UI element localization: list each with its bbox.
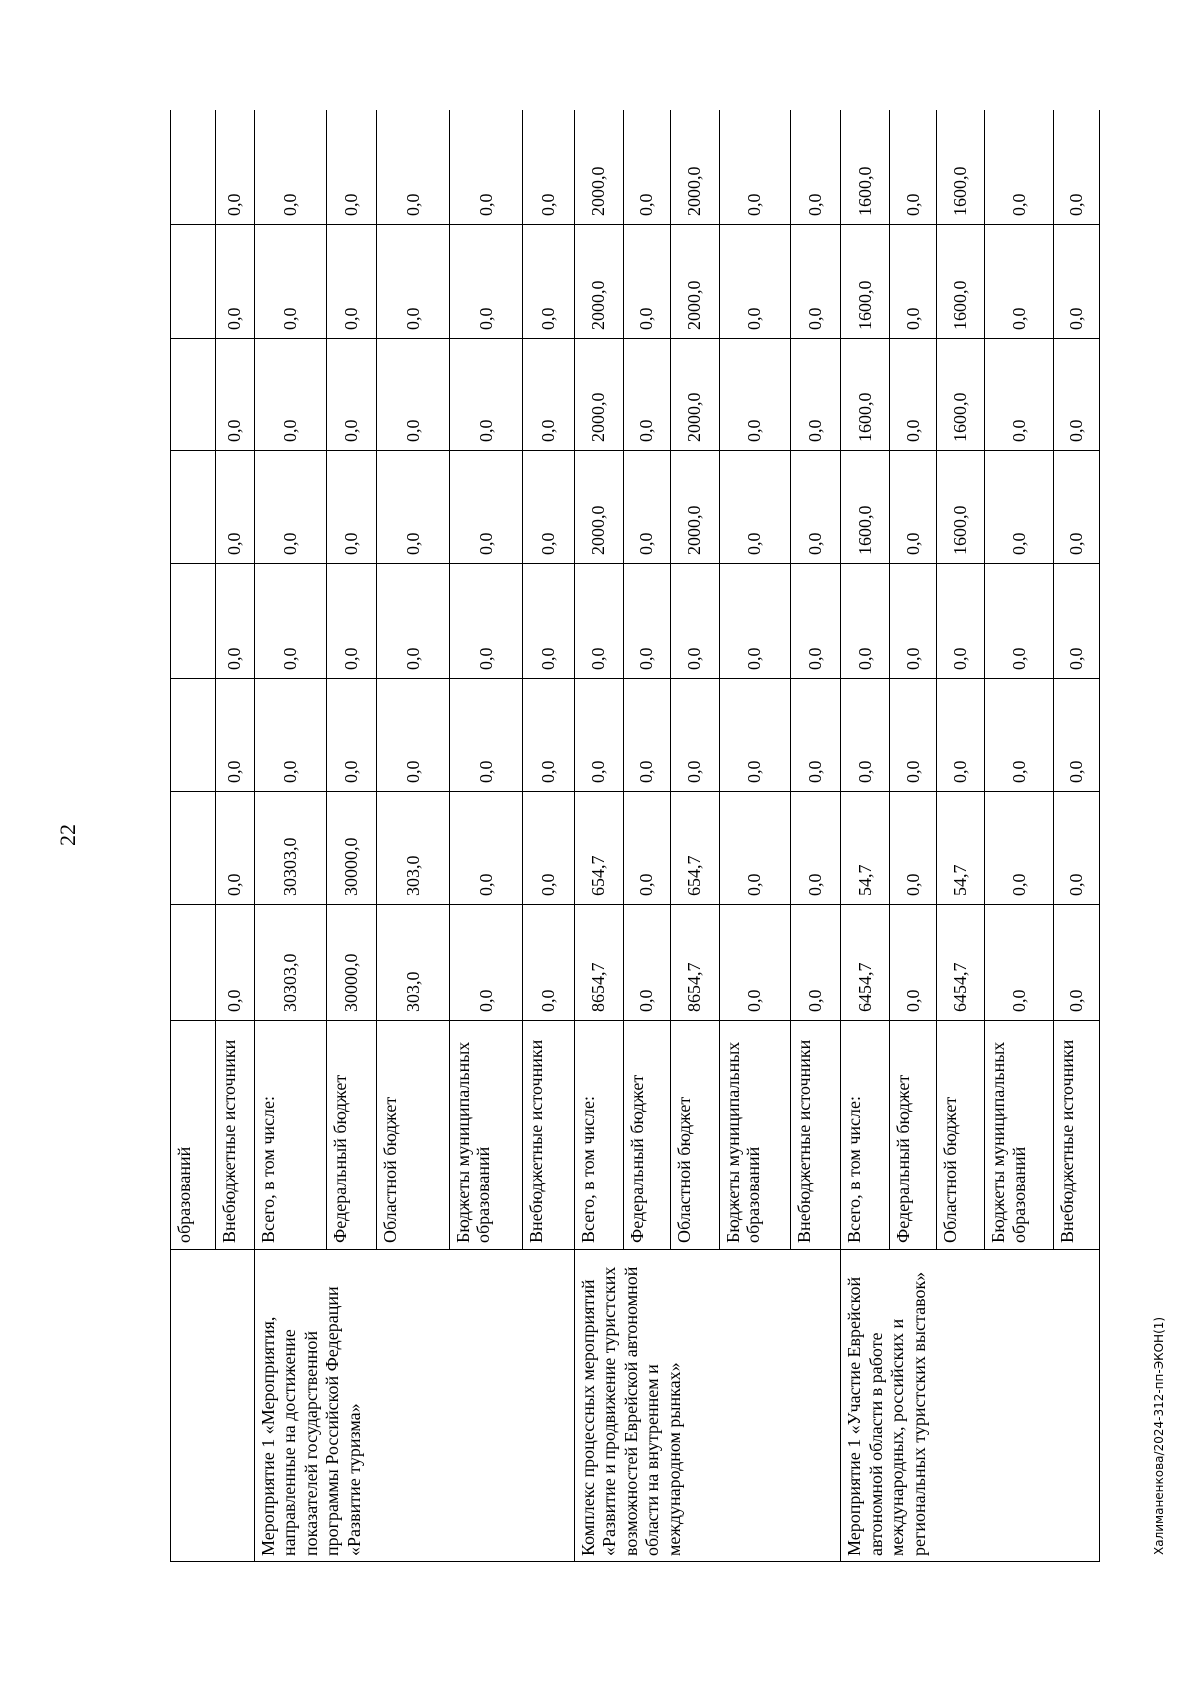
value-cell: 0,0	[890, 451, 937, 564]
value-cell: 0,0	[449, 905, 523, 1021]
value-cell: 0,0	[574, 564, 623, 679]
source-cell: Бюджеты муниципальных образований	[985, 1021, 1054, 1250]
value-cell: 0,0	[719, 679, 790, 792]
value-cell: 1600,0	[937, 110, 985, 225]
value-cell: 0,0	[523, 792, 574, 905]
value-cell: 0,0	[623, 339, 670, 451]
value-cell: 1600,0	[841, 225, 890, 339]
value-cell: 0,0	[623, 905, 670, 1021]
activity-cell: Мероприятие 1 «Участие Еврейской автономной области в работе международных, российских и региональных туристских выставок»	[841, 1250, 1100, 1562]
value-cell: 0,0	[523, 679, 574, 792]
value-cell: 0,0	[327, 339, 377, 451]
source-cell: Федеральный бюджет	[623, 1021, 670, 1250]
value-cell: 0,0	[327, 451, 377, 564]
value-cell: 0,0	[254, 339, 326, 451]
value-cell: 0,0	[719, 225, 790, 339]
value-cell: 0,0	[377, 679, 449, 792]
value-cell: 0,0	[254, 451, 326, 564]
source-cell: Внебюджетные источники	[523, 1021, 574, 1250]
source-cell: Областной бюджет	[377, 1021, 449, 1250]
value-cell: 0,0	[449, 792, 523, 905]
rotated-table-container	[170, 110, 1100, 1562]
value-cell: 0,0	[719, 339, 790, 451]
value-cell: 0,0	[719, 905, 790, 1021]
page-number: 22	[55, 824, 80, 846]
value-cell: 0,0	[985, 339, 1054, 451]
value-cell: 0,0	[215, 564, 254, 679]
value-cell: 0,0	[1054, 339, 1100, 451]
value-cell: 0,0	[254, 564, 326, 679]
value-cell: 1600,0	[841, 339, 890, 451]
value-cell: 1600,0	[937, 339, 985, 451]
value-cell: 0,0	[623, 564, 670, 679]
value-cell: 0,0	[1054, 225, 1100, 339]
source-cell: Внебюджетные источники	[791, 1021, 841, 1250]
value-cell: 0,0	[215, 792, 254, 905]
value-cell: 0,0	[985, 225, 1054, 339]
source-cell: образований	[171, 1021, 216, 1250]
value-cell: 0,0	[670, 679, 719, 792]
value-cell: 0,0	[841, 679, 890, 792]
value-cell: 0,0	[327, 564, 377, 679]
value-cell: 0,0	[377, 339, 449, 451]
value-cell: 0,0	[1054, 564, 1100, 679]
value-cell: 0,0	[719, 451, 790, 564]
value-cell: 0,0	[449, 110, 523, 225]
value-cell: 0,0	[523, 905, 574, 1021]
value-cell: 0,0	[254, 679, 326, 792]
value-cell: 1600,0	[841, 110, 890, 225]
value-cell: 0,0	[890, 792, 937, 905]
source-cell: Областной бюджет	[937, 1021, 985, 1250]
activity-cell: Комплекс процессных мероприятий «Развитие и продвижение туристских возможностей Еврейской автономной области на внутреннем и международном рынках»	[574, 1250, 841, 1562]
value-cell: 30303,0	[254, 905, 326, 1021]
value-cell: 0,0	[327, 679, 377, 792]
value-cell: 0,0	[327, 110, 377, 225]
source-cell: Внебюджетные источники	[1054, 1021, 1100, 1250]
value-cell: 0,0	[215, 905, 254, 1021]
value-cell: 0,0	[985, 451, 1054, 564]
value-cell: 0,0	[791, 110, 841, 225]
value-cell: 0,0	[623, 110, 670, 225]
value-cell: 0,0	[985, 792, 1054, 905]
value-cell: 0,0	[890, 225, 937, 339]
value-cell: 0,0	[985, 110, 1054, 225]
value-cell: 654,7	[574, 792, 623, 905]
value-cell: 0,0	[791, 225, 841, 339]
value-cell: 303,0	[377, 905, 449, 1021]
value-cell: 54,7	[937, 792, 985, 905]
source-cell: Всего, в том числе:	[574, 1021, 623, 1250]
source-cell: Внебюджетные источники	[215, 1021, 254, 1250]
value-cell: 2000,0	[574, 339, 623, 451]
value-cell: 1600,0	[937, 225, 985, 339]
value-cell: 0,0	[623, 679, 670, 792]
value-cell: 2000,0	[574, 451, 623, 564]
table-row	[171, 110, 216, 1562]
value-cell: 0,0	[215, 339, 254, 451]
value-cell	[171, 905, 216, 1021]
value-cell: 0,0	[215, 451, 254, 564]
value-cell: 0,0	[890, 905, 937, 1021]
source-cell: Областной бюджет	[670, 1021, 719, 1250]
value-cell: 0,0	[449, 564, 523, 679]
value-cell: 0,0	[623, 451, 670, 564]
value-cell: 0,0	[449, 679, 523, 792]
value-cell: 2000,0	[670, 339, 719, 451]
value-cell: 30000,0	[327, 905, 377, 1021]
value-cell: 0,0	[937, 679, 985, 792]
source-cell: Федеральный бюджет	[327, 1021, 377, 1250]
value-cell: 0,0	[623, 225, 670, 339]
value-cell: 54,7	[841, 792, 890, 905]
value-cell: 2000,0	[670, 110, 719, 225]
value-cell: 0,0	[523, 110, 574, 225]
table-row	[841, 110, 890, 1562]
value-cell: 2000,0	[670, 451, 719, 564]
value-cell: 0,0	[719, 110, 790, 225]
value-cell: 303,0	[377, 792, 449, 905]
value-cell: 0,0	[254, 110, 326, 225]
value-cell: 0,0	[327, 225, 377, 339]
value-cell: 1600,0	[937, 451, 985, 564]
value-cell: 0,0	[523, 564, 574, 679]
value-cell: 0,0	[890, 679, 937, 792]
value-cell: 0,0	[377, 225, 449, 339]
value-cell: 0,0	[574, 679, 623, 792]
value-cell	[171, 451, 216, 564]
source-cell: Бюджеты муниципальных образований	[449, 1021, 523, 1250]
value-cell	[171, 564, 216, 679]
value-cell: 0,0	[449, 451, 523, 564]
value-cell: 0,0	[670, 564, 719, 679]
value-cell: 0,0	[719, 792, 790, 905]
value-cell: 0,0	[890, 339, 937, 451]
table-frame	[170, 110, 1100, 1562]
value-cell: 0,0	[215, 225, 254, 339]
source-cell: Бюджеты муниципальных образований	[719, 1021, 790, 1250]
value-cell: 0,0	[254, 225, 326, 339]
value-cell: 0,0	[791, 339, 841, 451]
value-cell: 2000,0	[574, 225, 623, 339]
value-cell: 0,0	[791, 451, 841, 564]
value-cell: 0,0	[523, 451, 574, 564]
value-cell: 0,0	[1054, 110, 1100, 225]
value-cell: 0,0	[1054, 792, 1100, 905]
value-cell: 1600,0	[841, 451, 890, 564]
value-cell: 0,0	[623, 792, 670, 905]
value-cell: 0,0	[791, 679, 841, 792]
value-cell: 0,0	[890, 110, 937, 225]
table-row	[254, 110, 326, 1562]
value-cell: 654,7	[670, 792, 719, 905]
value-cell	[171, 679, 216, 792]
value-cell: 0,0	[1054, 679, 1100, 792]
value-cell: 0,0	[449, 225, 523, 339]
value-cell: 0,0	[937, 564, 985, 679]
value-cell: 0,0	[791, 792, 841, 905]
value-cell: 0,0	[985, 905, 1054, 1021]
value-cell: 0,0	[377, 110, 449, 225]
value-cell: 2000,0	[574, 110, 623, 225]
value-cell: 0,0	[449, 339, 523, 451]
value-cell	[171, 110, 216, 225]
value-cell: 0,0	[377, 451, 449, 564]
value-cell: 30303,0	[254, 792, 326, 905]
value-cell: 0,0	[215, 679, 254, 792]
value-cell: 0,0	[1054, 905, 1100, 1021]
value-cell: 30000,0	[327, 792, 377, 905]
value-cell: 2000,0	[670, 225, 719, 339]
value-cell: 8654,7	[574, 905, 623, 1021]
budget-table	[170, 110, 1100, 1562]
value-cell: 0,0	[791, 564, 841, 679]
value-cell: 0,0	[985, 564, 1054, 679]
value-cell: 6454,7	[937, 905, 985, 1021]
value-cell: 8654,7	[670, 905, 719, 1021]
value-cell: 0,0	[719, 564, 790, 679]
document-reference: Халиманенкова/2024-312-пп-ЭКОН(1)	[1152, 1316, 1166, 1555]
source-cell: Всего, в том числе:	[841, 1021, 890, 1250]
value-cell: 0,0	[841, 564, 890, 679]
value-cell	[171, 339, 216, 451]
value-cell: 0,0	[523, 225, 574, 339]
source-cell: Федеральный бюджет	[890, 1021, 937, 1250]
activity-cell: Мероприятие 1 «Мероприятия, направленные на достижение показателей государственной программы Российской Федерации «Развитие туризма»	[254, 1250, 574, 1562]
value-cell: 0,0	[985, 679, 1054, 792]
table-row	[574, 110, 623, 1562]
value-cell: 0,0	[791, 905, 841, 1021]
value-cell: 0,0	[890, 564, 937, 679]
value-cell: 6454,7	[841, 905, 890, 1021]
value-cell: 0,0	[1054, 451, 1100, 564]
value-cell: 0,0	[523, 339, 574, 451]
activity-cell	[171, 1250, 255, 1562]
value-cell: 0,0	[215, 110, 254, 225]
value-cell	[171, 792, 216, 905]
value-cell: 0,0	[377, 564, 449, 679]
source-cell: Всего, в том числе:	[254, 1021, 326, 1250]
value-cell	[171, 225, 216, 339]
